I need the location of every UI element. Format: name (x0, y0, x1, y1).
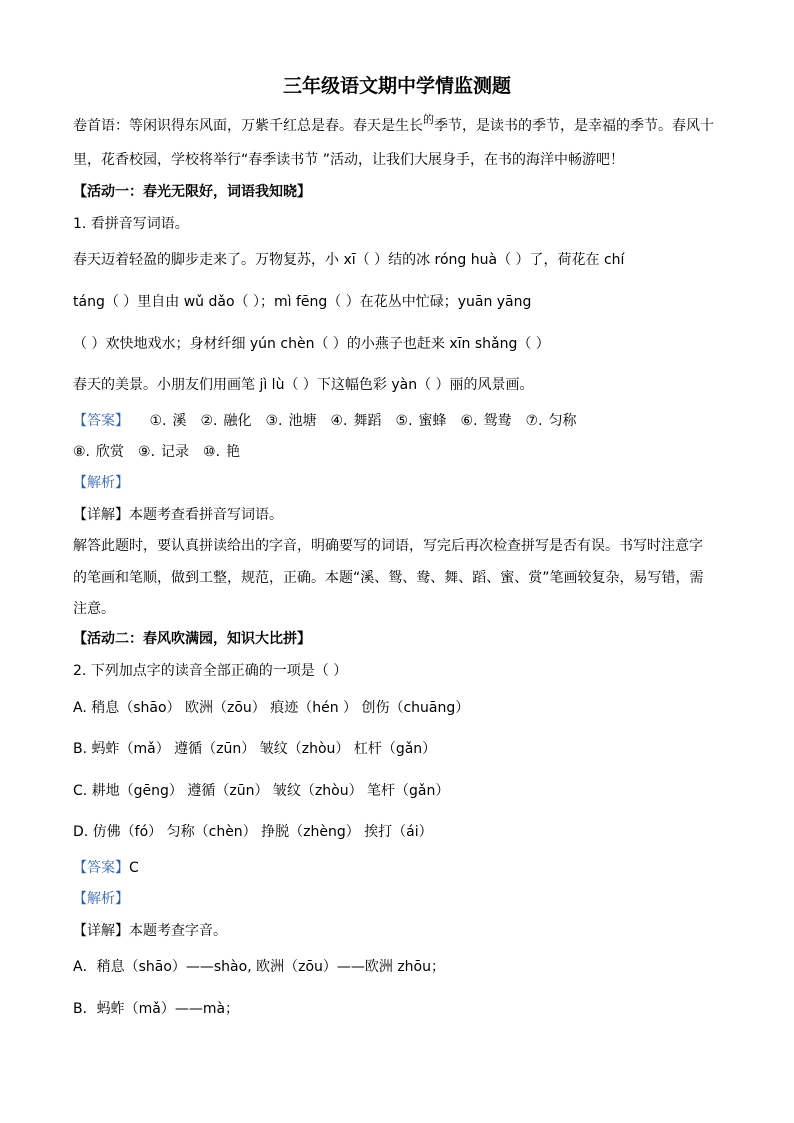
answer-number: ⑤. (395, 413, 413, 429)
q1-passage-line-3: （ ）欢快地戏水；身材纤细 yún chèn（ ）的小燕子也赶来 xīn shǎng（ ） (73, 336, 550, 352)
q2-explanation-a: A．稍息（shāo）——shào, 欧洲（zōu）——欧洲 zhōu； (73, 959, 445, 975)
answer-number: ①. (149, 413, 167, 429)
answer-text: 艳 (226, 444, 241, 460)
intro-text-a: 卷首语：等闲识得东风面，万紫千红总是春。春天是生长 (73, 118, 423, 134)
activity1-heading: 【活动一：春光无限好，词语我知晓】 (73, 184, 311, 200)
q1-answer-row-2 (73, 443, 254, 461)
answer-text: 融化 (223, 413, 252, 429)
answer-item (203, 443, 240, 461)
q1-detail (73, 506, 283, 524)
answer-item (396, 412, 447, 430)
q2-analysis-label: 【解析】 (73, 891, 129, 907)
answer-item (149, 412, 186, 430)
answer-number: ②. (200, 413, 218, 429)
answer-item (461, 412, 512, 430)
q2-option-c: C. 耕地（gēng） 遵循（zūn） 皱纹（zhòu） 笔杆（gǎn） (73, 783, 450, 799)
answer-text: 溪 (172, 413, 187, 429)
q1-explanation-line-2: 的笔画和笔顺，做到工整，规范，正确。本题“溪、鸳、鸯、舞、蹈、蜜、赏”笔画较复杂，易写错，需 (73, 570, 704, 586)
question-1: 1. 看拼音写词语。 (73, 216, 189, 232)
answer-text: 记录 (161, 444, 190, 460)
answer-number: ⑥. (460, 413, 478, 429)
page-title: 三年级语文期中学情监测题 (282, 75, 511, 97)
intro-line-1 (73, 113, 714, 136)
intro-superscript: 的 (423, 113, 434, 126)
q1-passage-line-4: 春天的美景。小朋友们用画笔 jì lù（ ）下这幅色彩 yàn（ ）丽的风景画。 (73, 377, 534, 393)
answer-text: 匀称 (548, 413, 577, 429)
q2-detail (73, 922, 227, 940)
answer-number: ④. (330, 413, 348, 429)
intro-line-2: 里，花香校园，学校将举行“春季读书节 ”活动，让我们大展身手，在书的海洋中畅游吧！ (73, 152, 624, 168)
q2-option-a: A. 稍息（shāo） 欧洲（zōu） 痕迹（hén ） 创伤（chuāng） (73, 700, 470, 716)
question-2: 2. 下列加点字的读音全部正确的一项是（ ） (73, 663, 348, 679)
q2-explanation-b: B．蚂蚱（mǎ）——mà； (73, 1001, 240, 1017)
answer-number: ⑩. (203, 444, 221, 460)
answer-text: 蜜蜂 (418, 413, 447, 429)
q2-option-d: D. 仿佛（fó） 匀称（chèn） 挣脱（zhèng） 挨打（ái） (73, 824, 433, 840)
answer-item (73, 443, 124, 461)
q1-explanation-line-1: 解答此题时，要认真拼读给出的字音，明确要写的词语，写完后再次检查拼写是否有误。书写时注意字 (73, 538, 703, 554)
answer-text: 舞蹈 (353, 413, 382, 429)
q2-answer (73, 859, 139, 877)
q1-passage-line-2: táng（ ）里自由 wǔ dǎo（ ）；mì fēng（ ）在花丛中忙碌；yuān yāng (73, 294, 532, 310)
detail-label: 【详解】 (73, 507, 129, 523)
answer-text: 鸳鸯 (483, 413, 512, 429)
intro-text-b: 季节，是读书的季节，是幸福的季节。春风十 (434, 118, 714, 134)
answer-number: ③. (265, 413, 283, 429)
answer-text: 池塘 (288, 413, 317, 429)
answer-items-row-2 (73, 444, 254, 460)
answer-text: 欣赏 (96, 444, 125, 460)
q2-detail-text: 本题考查字音。 (129, 923, 227, 939)
q2-answer-label: 【答案】 (73, 860, 129, 876)
q2-option-b: B. 蚂蚱（mǎ） 遵循（zūn） 皱纹（zhòu） 杠杆（gǎn） (73, 741, 437, 757)
answer-label: 【答案】 (73, 413, 129, 429)
answer-item (200, 412, 251, 430)
q1-passage-line-1: 春天迈着轻盈的脚步走来了。万物复苏，小 xī（ ）结的冰 róng huà（ ）了，荷花在 chí (73, 252, 625, 268)
answer-number: ⑦. (525, 413, 543, 429)
answer-number: ⑨. (138, 444, 156, 460)
q1-answer-row-1 (73, 412, 591, 430)
activity2-heading: 【活动二：春风吹满园，知识大比拼】 (73, 631, 311, 647)
q2-answer-value: C (129, 860, 139, 876)
answer-item (526, 412, 577, 430)
answer-item (331, 412, 382, 430)
q2-detail-label: 【详解】 (73, 923, 129, 939)
answer-items-row-1 (149, 413, 590, 429)
answer-item (265, 412, 316, 430)
answer-number: ⑧. (73, 444, 91, 460)
detail-text: 本题考查看拼音写词语。 (129, 507, 283, 523)
q1-analysis-label: 【解析】 (73, 475, 129, 491)
q1-explanation-line-3: 注意。 (73, 601, 115, 617)
answer-item (138, 443, 189, 461)
